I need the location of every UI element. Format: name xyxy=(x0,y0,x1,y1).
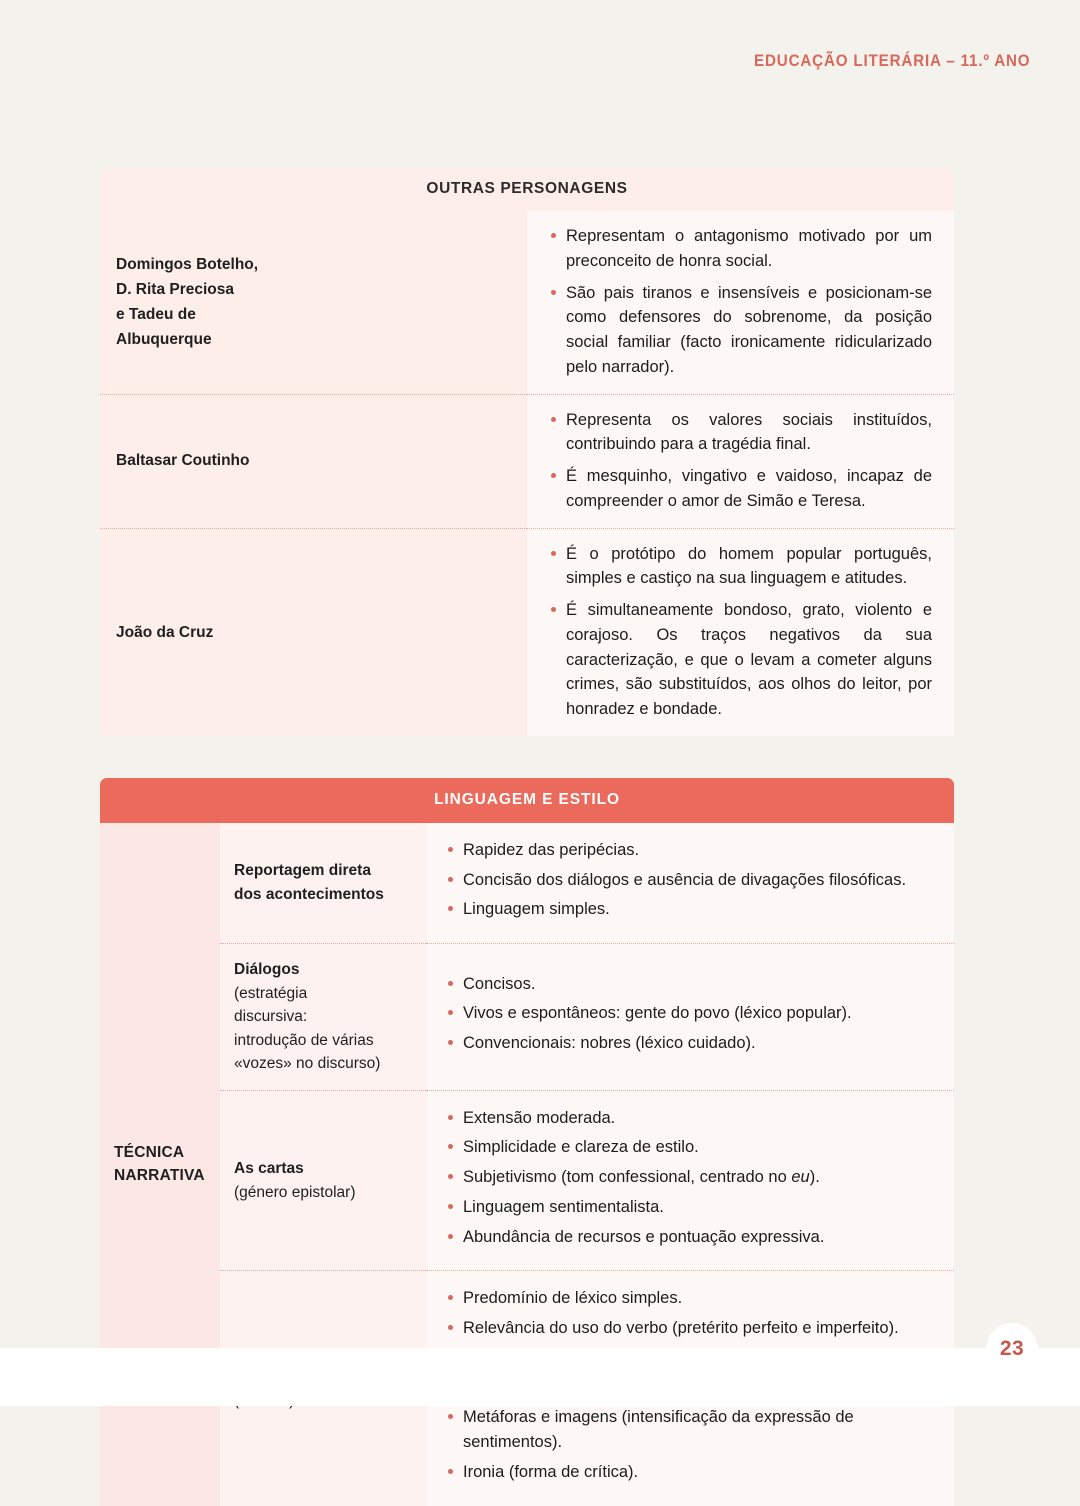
topic-title-line: Diálogos xyxy=(234,961,300,978)
table-title-linguagem-e-estilo: LINGUAGEM E ESTILO xyxy=(100,778,954,823)
page-footer-band xyxy=(0,1348,1080,1406)
table-row xyxy=(100,211,954,394)
topic-title-line: Reportagem direta xyxy=(234,862,371,880)
table-outras-personagens xyxy=(100,168,954,736)
list-item: Concisão dos diálogos e ausência de divagações filosóficas. xyxy=(446,868,934,893)
list-item: São pais tiranos e insensíveis e posicionam-se como defensores do sobrenome, da posição social familiar (facto ironicamente ridicularizado pelo narrador). xyxy=(549,281,932,380)
character-name-line: D. Rita Preciosa xyxy=(116,281,235,299)
bullet-list xyxy=(446,972,934,1056)
table-header-row xyxy=(100,168,954,211)
side-label-line: TÉCNICA xyxy=(114,1143,185,1161)
topic-subtitle-line: «vozes» no discurso) xyxy=(234,1055,381,1073)
topic-title-line: dos acontecimentos xyxy=(234,885,384,903)
list-item: Convencionais: nobres (léxico cuidado). xyxy=(446,1031,934,1056)
table-title-outras-personagens: OUTRAS PERSONAGENS xyxy=(100,168,954,211)
list-item: Concisos. xyxy=(446,972,934,997)
character-name-line: Domingos Botelho, xyxy=(116,256,259,274)
table-row xyxy=(100,823,954,944)
topic-bullets-cell xyxy=(426,944,954,1091)
table-row xyxy=(100,1090,954,1271)
topic-cell xyxy=(220,944,426,1091)
list-item: Abundância de recursos e pontuação expressiva. xyxy=(446,1225,934,1250)
list-item: Rapidez das peripécias. xyxy=(446,838,934,863)
character-name-line: e Tadeu de xyxy=(116,306,196,324)
topic-subtitle-line: (estratégia xyxy=(234,984,308,1002)
topic-subtitle-line: discursiva: xyxy=(234,1008,308,1026)
list-item: Metáforas e imagens (intensificação da expressão de sentimentos). xyxy=(446,1405,934,1455)
character-name-line: João da Cruz xyxy=(116,623,214,641)
page-number-badge: 23 xyxy=(986,1323,1038,1375)
running-head: EDUCAÇÃO LITERÁRIA – 11.º ANO xyxy=(753,52,1030,70)
character-name-cell xyxy=(100,528,527,736)
list-item: É o protótipo do homem popular português, simples e castiço na sua linguagem e atitudes. xyxy=(549,542,932,592)
topic-subtitle-line: (género epistolar) xyxy=(234,1183,356,1201)
table-row xyxy=(100,944,954,1091)
list-item: Linguagem simples. xyxy=(446,897,934,922)
bullet-list xyxy=(549,542,932,722)
character-name-cell xyxy=(100,394,527,528)
topic-bullets-cell xyxy=(426,823,954,944)
character-name-line: Albuquerque xyxy=(116,331,212,349)
emphasis-word: eu xyxy=(791,1168,810,1187)
list-item: Linguagem sentimentalista. xyxy=(446,1195,934,1220)
content-sheet xyxy=(100,168,954,1506)
character-description-cell xyxy=(527,394,954,528)
table-row xyxy=(100,394,954,528)
side-label-line: NARRATIVA xyxy=(114,1167,205,1185)
character-name-cell xyxy=(100,211,527,394)
topic-subtitle-line: introdução de várias xyxy=(234,1031,374,1049)
list-item: Subjetivismo (tom confessional, centrado no eu). xyxy=(446,1165,934,1190)
bullet-list xyxy=(549,408,932,514)
topic-cell xyxy=(220,1090,426,1271)
character-description-cell xyxy=(527,528,954,736)
list-item: Representa os valores sociais instituídos, contribuindo para a tragédia final. xyxy=(549,408,932,458)
list-item: Ironia (forma de crítica). xyxy=(446,1460,934,1485)
list-item: Simplicidade e clareza de estilo. xyxy=(446,1135,934,1160)
list-item: É mesquinho, vingativo e vaidoso, incapaz de compreender o amor de Simão e Teresa. xyxy=(549,464,932,514)
list-item: Extensão moderada. xyxy=(446,1106,934,1131)
bullet-list xyxy=(446,838,934,922)
topic-title-line: As cartas xyxy=(234,1160,304,1178)
table-row xyxy=(100,528,954,736)
topic-cell xyxy=(220,823,426,944)
list-item: Predomínio de léxico simples. xyxy=(446,1286,934,1311)
character-description-cell xyxy=(527,211,954,394)
bullet-list xyxy=(446,1106,934,1250)
character-name-line: Baltasar Coutinho xyxy=(116,452,250,470)
bullet-list xyxy=(549,224,932,380)
topic-bullets-cell xyxy=(426,1090,954,1271)
list-item: É simultaneamente bondoso, grato, violento e corajoso. Os traços negativos da sua caracterização, e que o levam a cometer alguns crimes, são substituídos, aos olhos do leitor, por honradez e bondade. xyxy=(549,598,932,722)
list-item: Relevância do uso do verbo (pretérito perfeito e imperfeito). xyxy=(446,1316,934,1341)
list-item: Vivos e espontâneos: gente do povo (léxico popular). xyxy=(446,1001,934,1026)
list-item: Representam o antagonismo motivado por um preconceito de honra social. xyxy=(549,224,932,274)
